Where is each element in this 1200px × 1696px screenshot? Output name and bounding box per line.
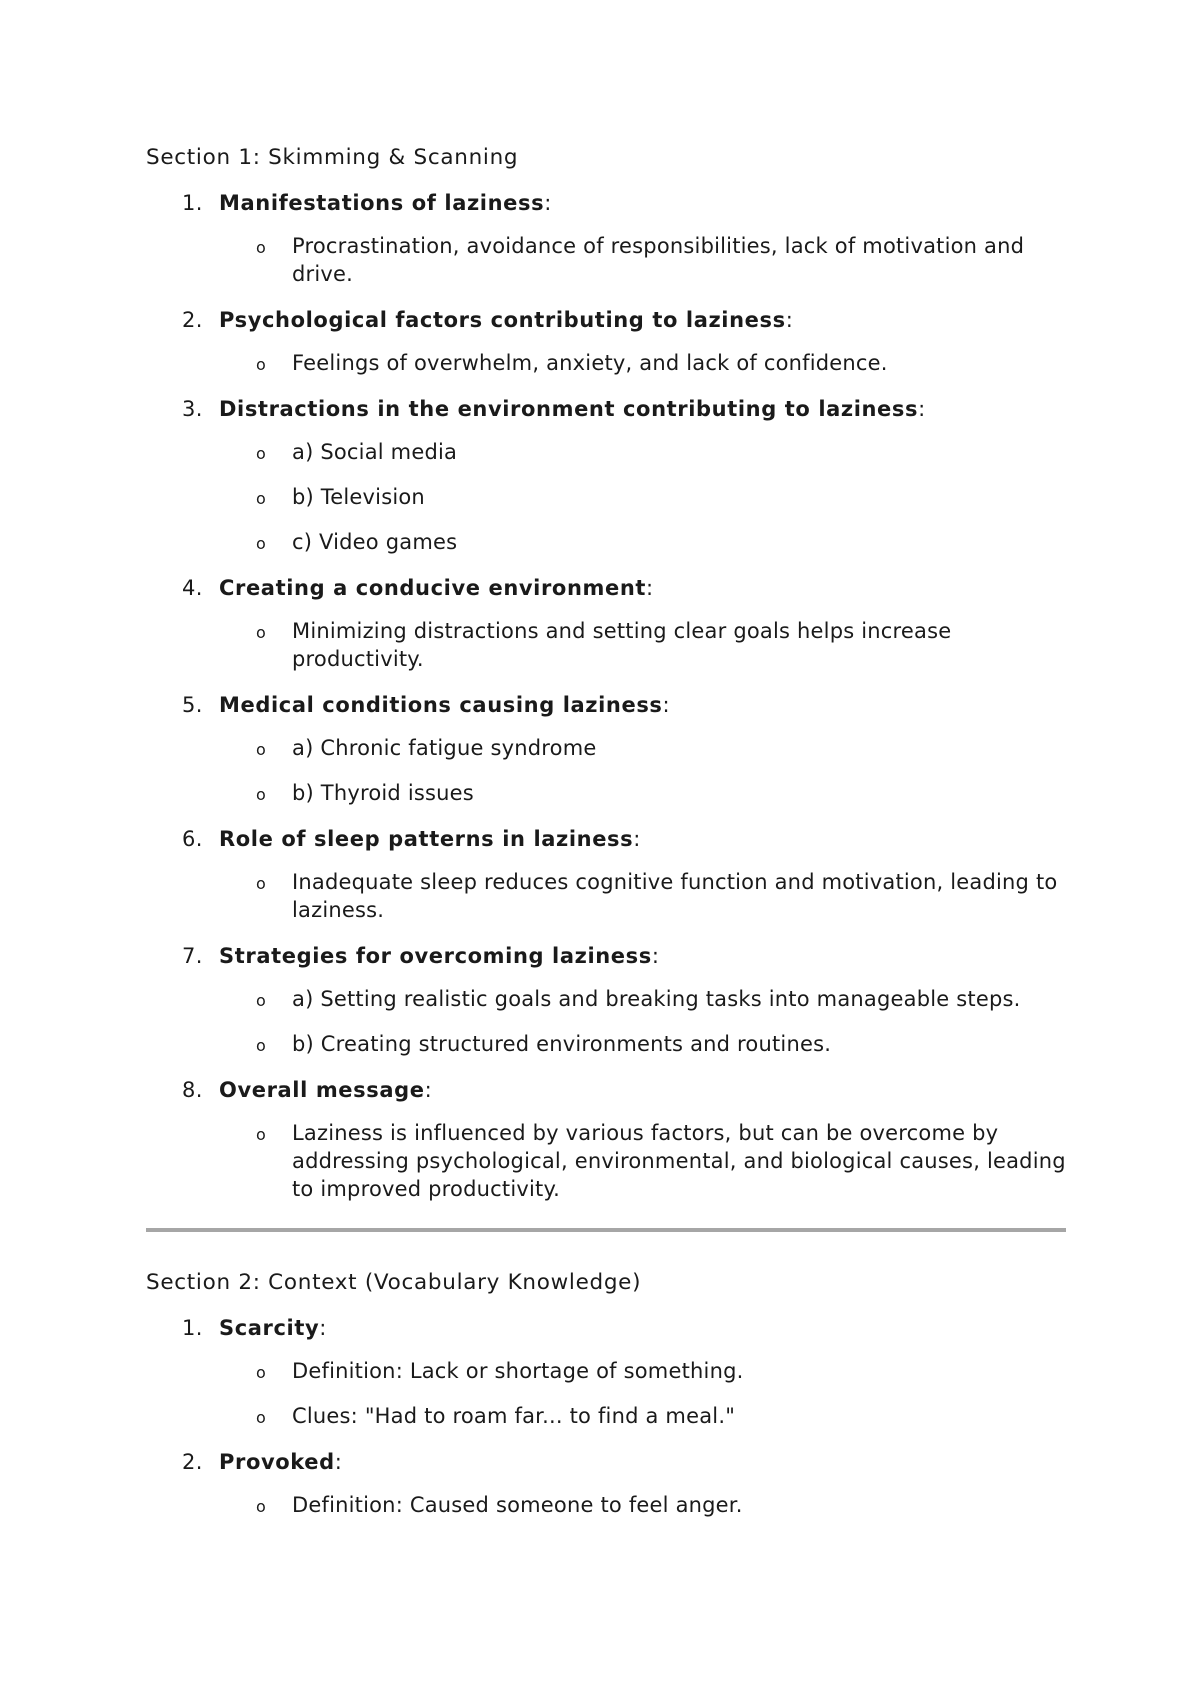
list-item-title: Creating a conducive environment — [219, 576, 647, 600]
sub-item — [146, 868, 1066, 924]
list-item-number: 4. — [182, 576, 203, 600]
sub-item-text: c) Video games — [292, 530, 458, 554]
sub-item — [146, 1030, 1066, 1058]
circle-bullet-icon: o — [256, 1408, 266, 1427]
sub-item-text: Definition: Lack or shortage of something. — [292, 1359, 744, 1383]
list-item-colon: : — [633, 827, 641, 851]
list-item-colon: : — [646, 576, 654, 600]
list-item-heading — [146, 188, 1066, 218]
sub-item-text: a) Social media — [292, 440, 458, 464]
sub-item-text: Procrastination, avoidance of responsibilities, lack of motivation and drive. — [292, 234, 1025, 286]
sub-item — [146, 779, 1066, 807]
circle-bullet-icon: o — [256, 489, 266, 508]
sub-item-text: Inadequate sleep reduces cognitive function and motivation, leading to laziness. — [292, 870, 1058, 922]
list-item-title: Strategies for overcoming laziness — [219, 944, 652, 968]
list-item-heading — [146, 1313, 1066, 1343]
list-item-number: 5. — [182, 693, 203, 717]
list-item — [146, 1447, 1066, 1519]
list-item-title: Scarcity — [219, 1316, 320, 1340]
list-item-number: 3. — [182, 397, 203, 421]
list-item-heading — [146, 941, 1066, 971]
list-item-number: 2. — [182, 308, 203, 332]
sub-item — [146, 1491, 1066, 1519]
list-item — [146, 690, 1066, 807]
list-item — [146, 188, 1066, 288]
circle-bullet-icon: o — [256, 623, 266, 642]
list-item-colon: : — [544, 191, 552, 215]
horizontal-rule — [146, 1228, 1066, 1232]
sub-item — [146, 1402, 1066, 1430]
list-item — [146, 1075, 1066, 1203]
list-item-title: Manifestations of laziness — [219, 191, 545, 215]
sub-item-text: b) Creating structured environments and routines. — [292, 1032, 832, 1056]
sub-item-text: Minimizing distractions and setting clear goals helps increase productivity. — [292, 619, 952, 671]
list-item-heading — [146, 394, 1066, 424]
list-item — [146, 824, 1066, 924]
sub-item — [146, 985, 1066, 1013]
list-item-heading — [146, 573, 1066, 603]
section-2-title: Section 2: Context (Vocabulary Knowledge) — [146, 1270, 642, 1295]
list-item-number: 6. — [182, 827, 203, 851]
list-item — [146, 305, 1066, 377]
sub-item-text: Feelings of overwhelm, anxiety, and lack of confidence. — [292, 351, 888, 375]
list-item-colon: : — [918, 397, 926, 421]
list-item-colon: : — [319, 1316, 327, 1340]
circle-bullet-icon: o — [256, 444, 266, 463]
sub-item — [146, 232, 1066, 288]
list-item-title: Provoked — [219, 1450, 335, 1474]
sub-item-text: Definition: Caused someone to feel anger. — [292, 1493, 743, 1517]
circle-bullet-icon: o — [256, 874, 266, 893]
list-item-number: 1. — [182, 1316, 203, 1340]
circle-bullet-icon: o — [256, 1363, 266, 1382]
list-item-number: 8. — [182, 1078, 203, 1102]
list-item-heading — [146, 690, 1066, 720]
section-1 — [146, 140, 1066, 1220]
sub-item — [146, 1357, 1066, 1385]
list-item-number: 7. — [182, 944, 203, 968]
sub-item-text: a) Chronic fatigue syndrome — [292, 736, 597, 760]
circle-bullet-icon: o — [256, 991, 266, 1010]
sub-item — [146, 1119, 1066, 1203]
list-item-colon: : — [651, 944, 660, 968]
list-item-title: Psychological factors contributing to laziness — [219, 308, 786, 332]
circle-bullet-icon: o — [256, 1497, 266, 1516]
list-item-heading — [146, 1447, 1066, 1477]
circle-bullet-icon: o — [256, 238, 266, 257]
sub-item-text: Clues: "Had to roam far... to find a meal." — [292, 1404, 736, 1428]
sub-item-text: b) Thyroid issues — [292, 781, 474, 805]
circle-bullet-icon: o — [256, 355, 266, 374]
circle-bullet-icon: o — [256, 534, 266, 553]
list-item-colon: : — [424, 1078, 433, 1102]
list-item-heading — [146, 1075, 1066, 1105]
list-item — [146, 941, 1066, 1058]
sub-item-text: Laziness is influenced by various factors, but can be overcome by addressing psychological, environmental, and biological causes, leading to improved productivity. — [292, 1121, 1066, 1201]
circle-bullet-icon: o — [256, 785, 266, 804]
list-item-title: Medical conditions causing laziness — [219, 693, 663, 717]
sub-item — [146, 734, 1066, 762]
list-item — [146, 394, 1066, 556]
list-item-colon: : — [662, 693, 671, 717]
section-2-list — [146, 1313, 1066, 1519]
list-item-title: Role of sleep patterns in laziness — [219, 827, 634, 851]
sub-item — [146, 617, 1066, 673]
list-item — [146, 1313, 1066, 1430]
sub-item — [146, 349, 1066, 377]
circle-bullet-icon: o — [256, 740, 266, 759]
sub-item — [146, 528, 1066, 556]
list-item-heading — [146, 824, 1066, 854]
circle-bullet-icon: o — [256, 1036, 266, 1055]
section-1-list — [146, 188, 1066, 1203]
sub-item-text: a) Setting realistic goals and breaking tasks into manageable steps. — [292, 987, 1021, 1011]
sub-item-text: b) Television — [292, 485, 425, 509]
sub-item — [146, 438, 1066, 466]
list-item-title: Overall message — [219, 1078, 425, 1102]
list-item-number: 1. — [182, 191, 203, 215]
section-1-title: Section 1: Skimming & Scanning — [146, 145, 519, 170]
list-item-colon: : — [334, 1450, 343, 1474]
sub-item — [146, 483, 1066, 511]
list-item-heading — [146, 305, 1066, 335]
list-item-colon: : — [785, 308, 794, 332]
circle-bullet-icon: o — [256, 1125, 266, 1144]
list-item-title: Distractions in the environment contributing to laziness — [219, 397, 919, 421]
list-item-number: 2. — [182, 1450, 203, 1474]
list-item — [146, 573, 1066, 673]
section-2 — [146, 1265, 1066, 1536]
